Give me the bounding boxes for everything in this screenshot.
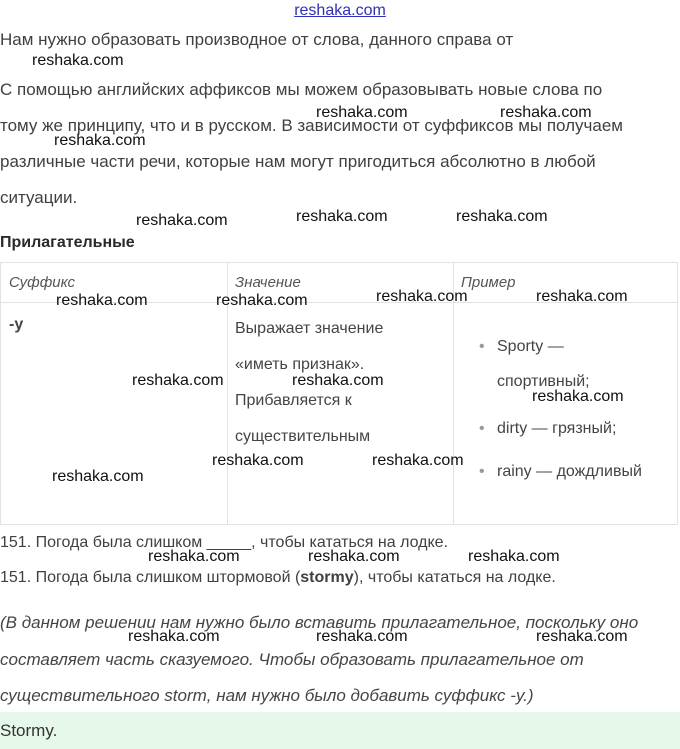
example-item-3: rainy — дождливый — [497, 463, 642, 480]
bullet-icon: • — [479, 338, 485, 355]
watermark: reshaka.com — [292, 372, 384, 389]
intro-line: Нам нужно образовать производное от слова, данного справа от — [0, 30, 514, 49]
example-item-1-cont: спортивный; — [497, 373, 590, 390]
bullet-icon: • — [479, 420, 485, 437]
watermark: reshaka.com — [296, 208, 388, 225]
paragraph-line-1: С помощью английских аффиксов мы можем образовывать новые слова по — [0, 80, 603, 99]
exercise-question: 151. Погода была слишком _____, чтобы кататься на лодке. — [0, 534, 449, 551]
watermark: reshaka.com — [500, 104, 592, 121]
meaning-line: Прибавляется к — [235, 392, 352, 409]
watermark: reshaka.com — [212, 452, 304, 469]
watermark: reshaka.com — [316, 104, 408, 121]
watermark: reshaka.com — [148, 548, 240, 565]
example-item-1: Sporty — — [497, 338, 564, 355]
watermark: reshaka.com — [468, 548, 560, 565]
header-meaning: Значение — [235, 274, 301, 291]
watermark: reshaka.com — [372, 452, 464, 469]
watermark: reshaka.com — [376, 288, 468, 305]
meaning-line: существительным — [235, 428, 371, 445]
bullet-icon: • — [479, 463, 485, 480]
meaning-line: Выражает значение — [235, 320, 384, 337]
watermark: reshaka.com — [136, 212, 228, 229]
paragraph-line-3: различные части речи, которые нам могут пригодиться абсолютно в любой — [0, 152, 596, 171]
suffix-cell: -y — [9, 316, 24, 333]
final-answer: Stormy. — [0, 721, 58, 740]
answer-text: 151. Погода была слишком штормовой ( — [0, 569, 301, 586]
watermark: reshaka.com — [536, 288, 628, 305]
watermark: reshaka.com — [54, 132, 146, 149]
paragraph-line-4: ситуации. — [0, 188, 78, 207]
example-item-2: dirty — грязный; — [497, 420, 617, 437]
explanation-line: (В данном решении нам нужно было вставить прилагательное, поскольку оно — [0, 613, 639, 632]
watermark: reshaka.com — [316, 628, 408, 645]
header-suffix: Суффикс — [9, 274, 75, 291]
explanation-line: составляет часть сказуемого. Чтобы образовать прилагательное от — [0, 650, 584, 669]
watermark: reshaka.com — [216, 292, 308, 309]
header-example: Пример — [461, 274, 516, 291]
watermark: reshaka.com — [128, 628, 220, 645]
exercise-answer — [0, 569, 556, 587]
answer-text-end: ), чтобы кататься на лодке. — [353, 569, 556, 586]
watermark: reshaka.com — [532, 388, 624, 405]
explanation-line: существительного storm, нам нужно было добавить суффикс -y.) — [0, 686, 534, 705]
watermark: reshaka.com — [32, 52, 124, 69]
meaning-line: «иметь признак». — [235, 356, 365, 373]
watermark: reshaka.com — [132, 372, 224, 389]
final-answer-bar — [0, 712, 680, 749]
paragraph-line-2: тому же принципу, что и в русском. В зависимости от суффиксов мы получаем — [0, 116, 623, 135]
watermark: reshaka.com — [52, 468, 144, 485]
watermark: reshaka.com — [56, 292, 148, 309]
site-link[interactable]: reshaka.com — [294, 2, 386, 19]
answer-keyword: stormy — [300, 569, 354, 586]
watermark: reshaka.com — [308, 548, 400, 565]
section-heading: Прилагательные — [0, 234, 135, 251]
watermark: reshaka.com — [536, 628, 628, 645]
watermark: reshaka.com — [456, 208, 548, 225]
